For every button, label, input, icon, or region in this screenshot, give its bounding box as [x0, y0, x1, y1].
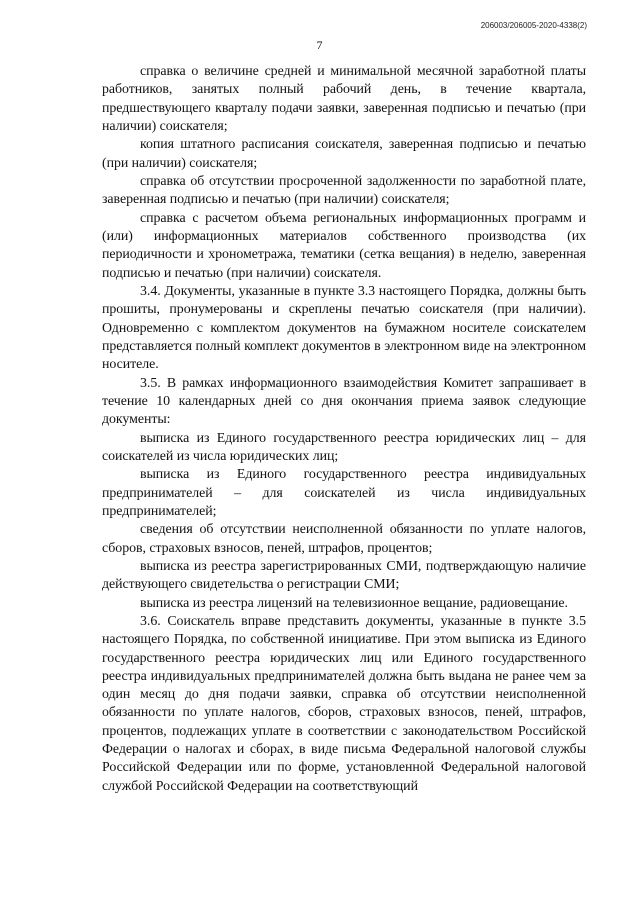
paragraph-staff-schedule: копия штатного расписания соискателя, заверенная подписью и печатью (при наличии) соискателя; [102, 137, 586, 171]
document-body [102, 63, 586, 796]
page-number: 7 [316, 38, 323, 52]
paragraph-3-4: 3.4. Документы, указанные в пункте 3.3 настоящего Порядка, должны быть прошиты, пронумерованы и скреплены печатью соискателя (при наличии). Одновременно с комплектом документов на бумажном носителе соискателем представляется полный комплект документов в электронном виде на электронном носителе. [102, 283, 586, 373]
paragraph-3-6: 3.6. Соискатель вправе представить документы, указанные в пункте 3.5 настоящего Порядка, по собственной инициативе. При этом выписка из Единого государственного реестра юридических лиц или Единого государственного реестра индивидуальных предпринимателей должна быть выдана не ранее чем за один месяц до дня подачи заявки, справка об отсутствии неисполненной обязанности по уплате налогов, сборов, страховых взносов, пеней, штрафов, процентов, подлежащих уплате в соответствии с законодательством Российской Федерации о налогах и сборах, в виде письма Федеральной налоговой службы Российской Федерации или по форме, установленной Федеральной налоговой службой Российской Федерации на соответствующий [102, 613, 586, 794]
paragraph-media-registry: выписка из реестра зарегистрированных СМИ, подтверждающую наличие действующего свидетельства о регистрации СМИ; [102, 558, 586, 593]
paragraph-license-registry: выписка из реестра лицензий на телевизионное вещание, радиовещание. [140, 595, 568, 611]
paragraph-3-5: 3.5. В рамках информационного взаимодействия Комитет запрашивает в течение 10 календарных дней со дня окончания приема заявок следующие документы: [102, 375, 586, 428]
document-id: 206003/206005-2020-4338(2) [480, 21, 587, 30]
paragraph-no-wage-debt: справка об отсутствии просроченной задолженности по заработной плате, заверенная подписью и печатью (при наличии) соискателя; [102, 173, 586, 208]
paragraph-egrip-extract: выписка из Единого государственного реестра индивидуальных предпринимателей – для соискателей из числа индивидуальных предпринимателей; [102, 467, 586, 519]
paragraph-egrul-extract: выписка из Единого государственного реестра юридических лиц – для соискателей из числа юридических лиц; [102, 430, 586, 464]
paragraph-no-tax-obligation: сведения об отсутствии неисполненной обязанности по уплате налогов, сборов, страховых взносов, пеней, штрафов, процентов; [102, 522, 586, 556]
paragraph-salary-certificate: справка о величине средней и минимальной месячной заработной платы работников, занятых полный рабочий день, в течение квартала, предшествующего кварталу подачи заявки, заверенная подписью и печатью (при наличии) соискателя; [102, 64, 586, 134]
paragraph-program-volume: справка с расчетом объема региональных информационных программ и (или) информационных материалов собственного производства (их периодичности и хронометража, тематики (сетка вещания) в неделю, заверенная подписью и печатью (при наличии) соискателя. [102, 210, 586, 281]
